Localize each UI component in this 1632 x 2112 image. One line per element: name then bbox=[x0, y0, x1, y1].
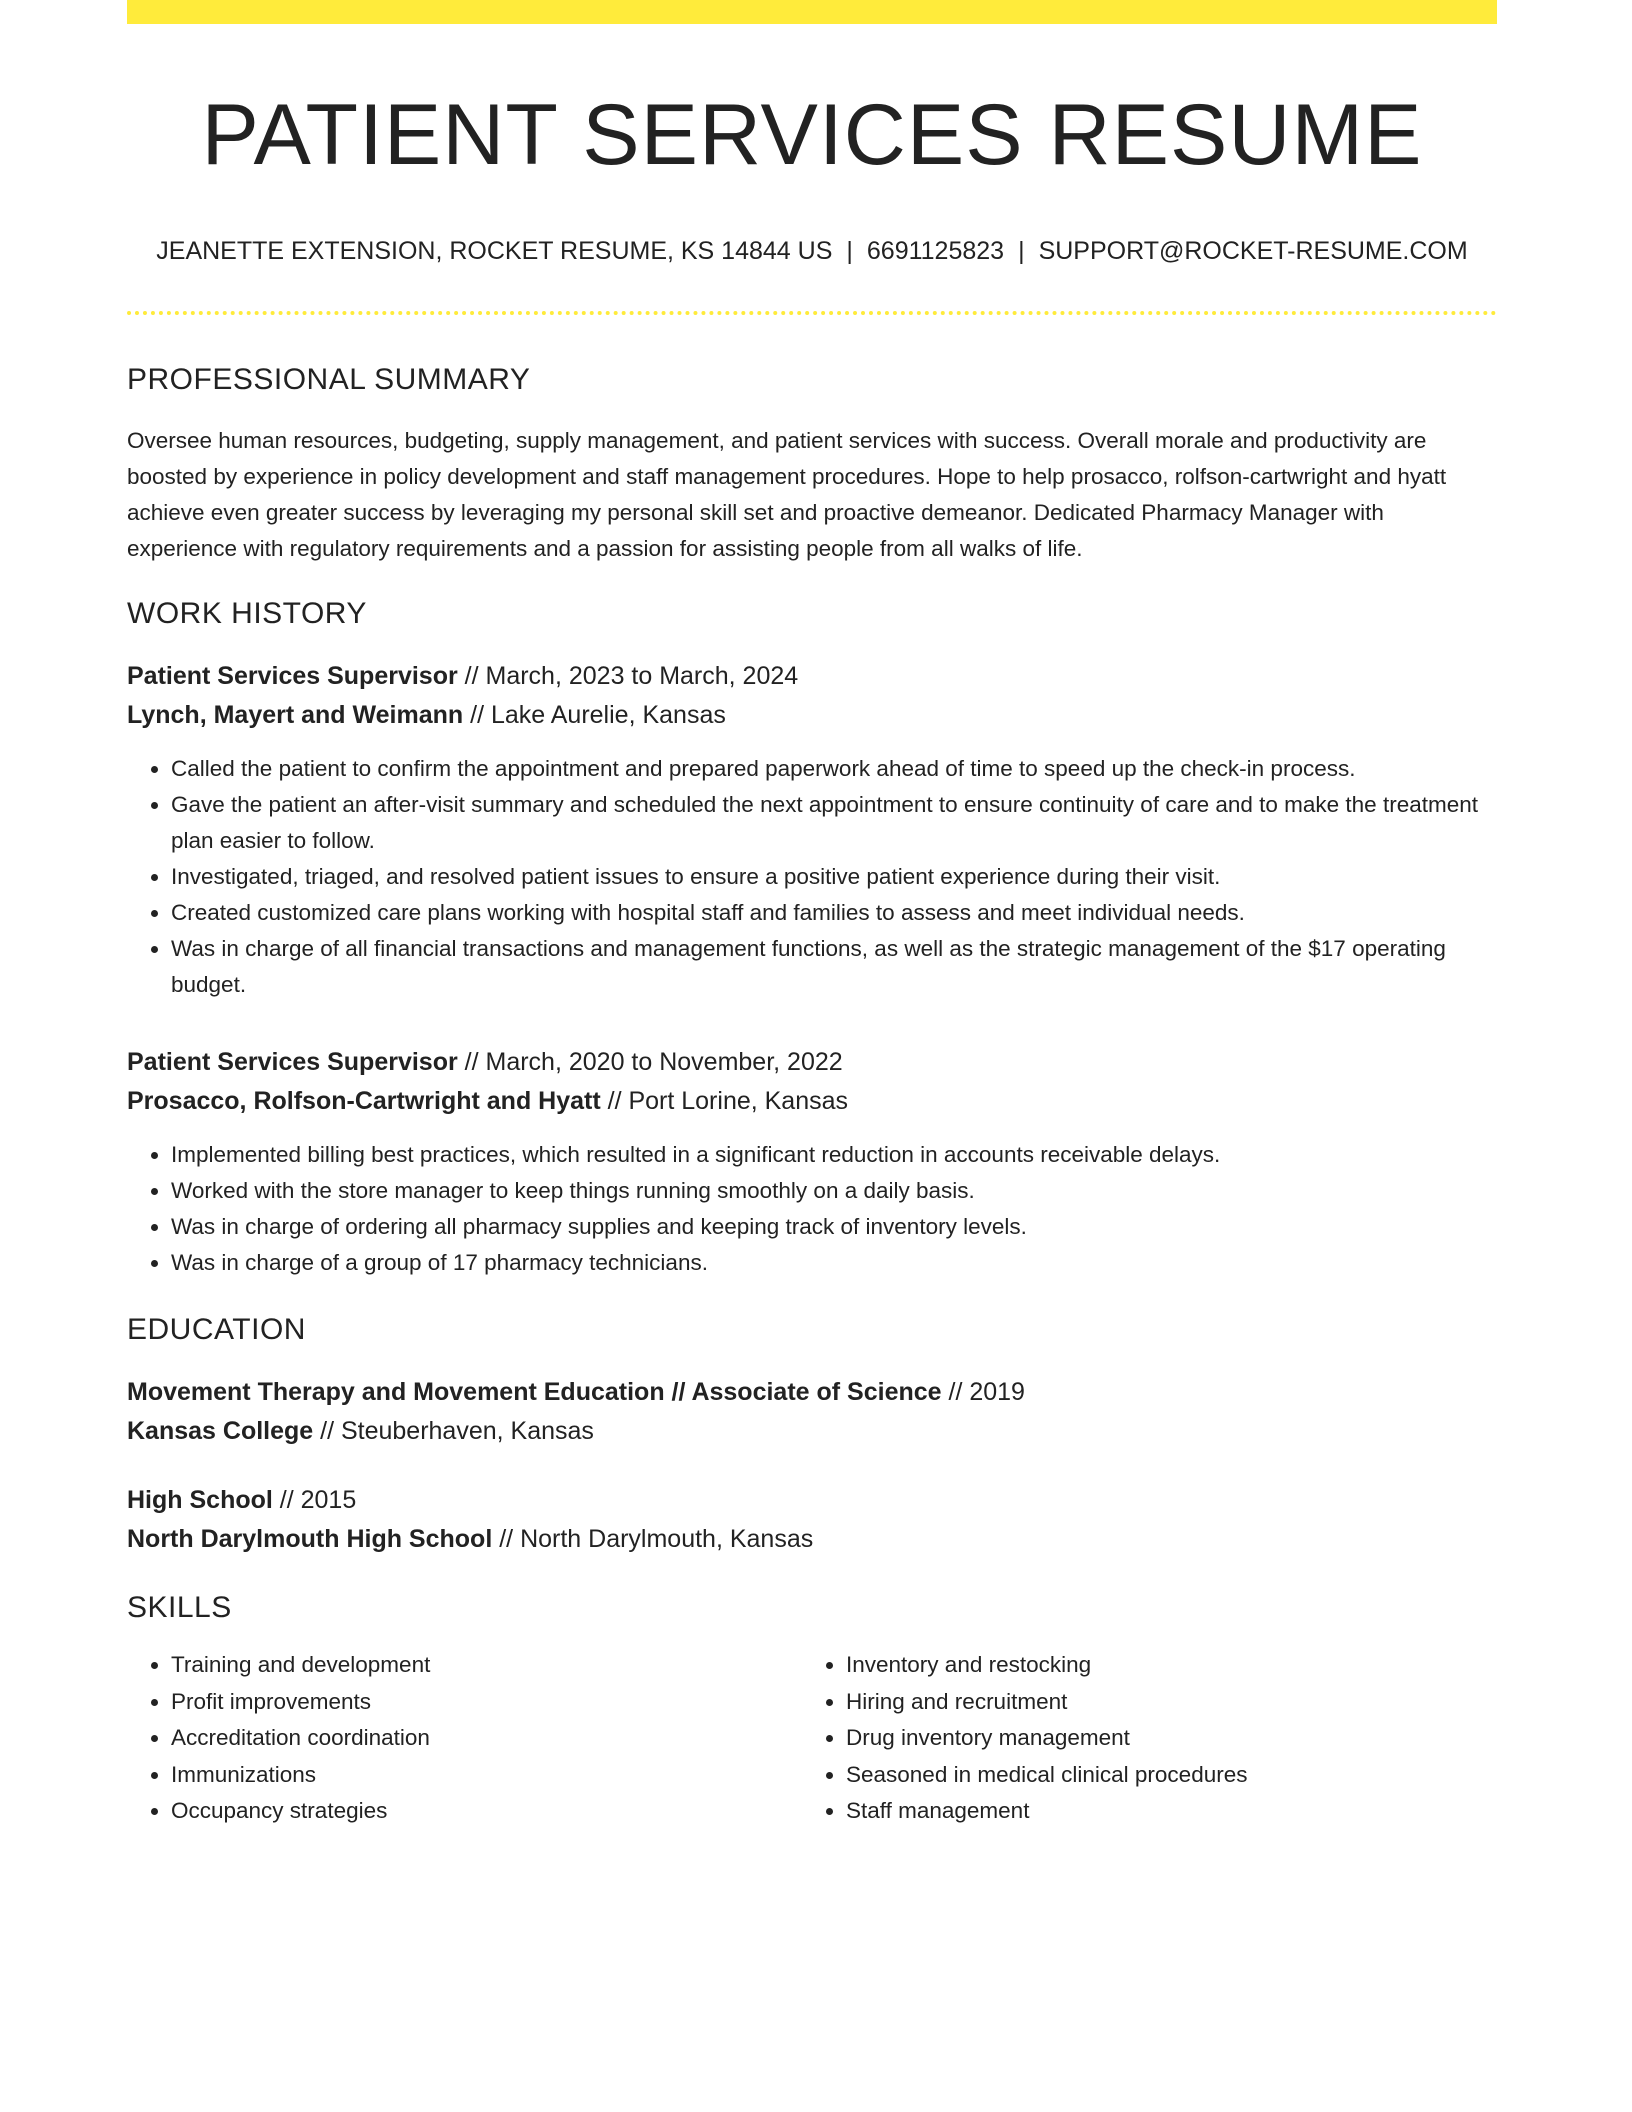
skill-item: • Training and development bbox=[171, 1647, 802, 1684]
job-title-line bbox=[127, 1043, 1497, 1082]
skill-item: • Staff management bbox=[846, 1793, 1477, 1830]
job-bullet: • Created customized care plans working with hospital staff and families to assess and meet individual needs. bbox=[171, 895, 1497, 931]
skill-item: • Inventory and restocking bbox=[846, 1647, 1477, 1684]
job-bullet: • Investigated, triaged, and resolved patient issues to ensure a positive patient experience during their visit. bbox=[171, 859, 1497, 895]
skill-item: • Hiring and recruitment bbox=[846, 1684, 1477, 1721]
skill-item: • Profit improvements bbox=[171, 1684, 802, 1721]
education-degree-line bbox=[127, 1481, 1497, 1520]
job-dates: // March, 2023 to March, 2024 bbox=[457, 662, 799, 691]
skill-item: • Seasoned in medical clinical procedures bbox=[846, 1757, 1477, 1794]
job-location: // Port Lorine, Kansas bbox=[600, 1087, 849, 1116]
skills-columns bbox=[127, 1647, 1497, 1830]
job-company-line bbox=[127, 696, 1497, 735]
education-degree: High School bbox=[127, 1486, 273, 1515]
skill-item: • Immunizations bbox=[171, 1757, 802, 1794]
job-bullet-list bbox=[127, 751, 1497, 1003]
skill-item: • Drug inventory management bbox=[846, 1720, 1477, 1757]
job-title: Patient Services Supervisor bbox=[127, 1048, 458, 1077]
contact-separator: | bbox=[1018, 237, 1025, 266]
contact-phone: 6691125823 bbox=[866, 237, 1005, 266]
education-entry bbox=[127, 1373, 1497, 1451]
job-entry bbox=[127, 1043, 1497, 1281]
education-school: Kansas College bbox=[127, 1417, 314, 1446]
education-location: // North Darylmouth, Kansas bbox=[492, 1525, 814, 1554]
resume-title: PATIENT SERVICES RESUME bbox=[201, 87, 1423, 183]
job-bullet: • Was in charge of ordering all pharmacy supplies and keeping track of inventory levels. bbox=[171, 1209, 1497, 1245]
job-title-line bbox=[127, 657, 1497, 696]
education-school-line bbox=[127, 1412, 1497, 1451]
skill-item: • Occupancy strategies bbox=[171, 1793, 802, 1830]
section-heading-skills: SKILLS bbox=[127, 1591, 232, 1625]
job-entry bbox=[127, 657, 1497, 1003]
skills-list-right bbox=[802, 1647, 1477, 1830]
education-year: // 2015 bbox=[272, 1486, 357, 1515]
resume-page bbox=[127, 0, 1497, 1830]
job-bullet: • Worked with the store manager to keep things running smoothly on a daily basis. bbox=[171, 1173, 1497, 1209]
education-location: // Steuberhaven, Kansas bbox=[313, 1417, 594, 1446]
skill-item: • Accreditation coordination bbox=[171, 1720, 802, 1757]
education-degree: Movement Therapy and Movement Education // Associate of Science bbox=[127, 1378, 942, 1407]
job-bullet: • Gave the patient an after-visit summary and scheduled the next appointment to ensure continuity of care and to make the treatment plan easier to follow. bbox=[171, 787, 1497, 859]
education-year: // 2019 bbox=[941, 1378, 1025, 1407]
job-company-line bbox=[127, 1082, 1497, 1121]
education-school: North Darylmouth High School bbox=[127, 1525, 493, 1554]
job-company: Lynch, Mayert and Weimann bbox=[127, 701, 464, 730]
job-bullet-list bbox=[127, 1137, 1497, 1281]
job-bullet: • Was in charge of all financial transactions and management functions, as well as the strategic management of the $17 operating budget. bbox=[171, 931, 1497, 1003]
skills-list-left bbox=[127, 1647, 802, 1830]
dotted-divider bbox=[127, 311, 1497, 315]
job-bullet: • Was in charge of a group of 17 pharmacy technicians. bbox=[171, 1245, 1497, 1281]
accent-top-bar bbox=[127, 0, 1497, 24]
contact-separator: | bbox=[846, 237, 853, 266]
contact-line bbox=[127, 235, 1497, 267]
contact-address: JEANETTE EXTENSION, ROCKET RESUME, KS 14844 US bbox=[156, 237, 833, 266]
job-dates: // March, 2020 to November, 2022 bbox=[457, 1048, 843, 1077]
section-heading-work-history: WORK HISTORY bbox=[127, 597, 367, 631]
section-heading-education: EDUCATION bbox=[127, 1313, 306, 1347]
contact-email: SUPPORT@ROCKET-RESUME.COM bbox=[1038, 237, 1468, 266]
job-title: Patient Services Supervisor bbox=[127, 662, 458, 691]
education-school-line bbox=[127, 1520, 1497, 1559]
job-location: // Lake Aurelie, Kansas bbox=[463, 701, 726, 730]
job-company: Prosacco, Rolfson-Cartwright and Hyatt bbox=[127, 1087, 601, 1116]
summary-text: Oversee human resources, budgeting, supply management, and patient services with success. Overall morale and productivity are boosted by experience in policy development and staff management procedures. Hope to help prosacco, rolfson-cartwright and hyatt achieve even greater success by leveraging my personal skill set and proactive demeanor. Dedicated Pharmacy Manager with experience with regulatory requirements and a passion for assisting people from all walks of life. bbox=[127, 428, 1447, 562]
education-entry bbox=[127, 1481, 1497, 1559]
job-bullet: • Called the patient to confirm the appointment and prepared paperwork ahead of time to speed up the check-in process. bbox=[171, 751, 1497, 787]
job-bullet: • Implemented billing best practices, which resulted in a significant reduction in accounts receivable delays. bbox=[171, 1137, 1497, 1173]
section-heading-summary: PROFESSIONAL SUMMARY bbox=[127, 363, 531, 397]
education-degree-line bbox=[127, 1373, 1497, 1412]
